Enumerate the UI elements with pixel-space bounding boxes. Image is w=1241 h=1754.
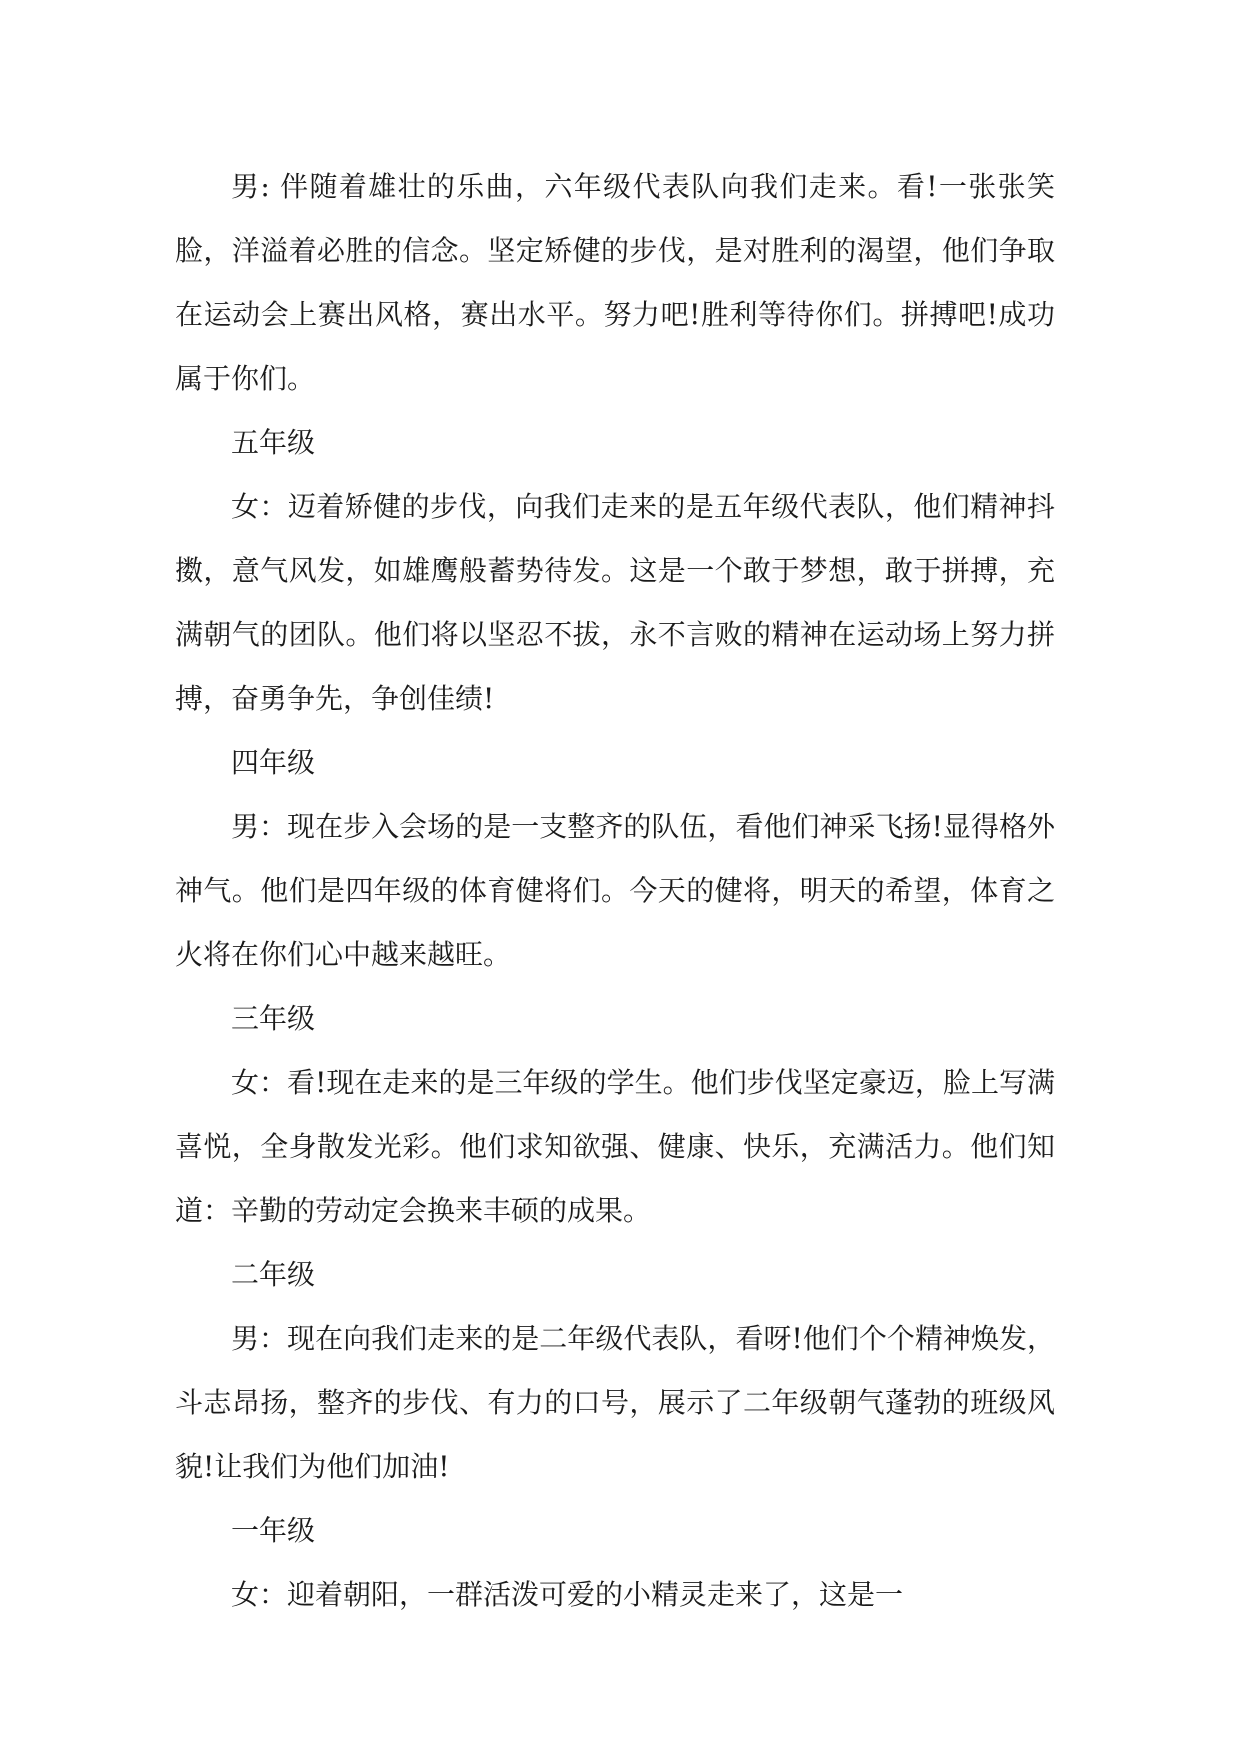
heading-grade3: 三年级 <box>231 1002 316 1035</box>
heading-grade4: 四年级 <box>231 746 316 779</box>
paragraph-grade3-intro: 女：看!现在走来的是三年级的学生。他们步伐坚定豪迈，脸上写满喜悦，全身散发光彩。他们求知欲强、健康、快乐，充满活力。他们知道：辛勤的劳动定会换来丰硕的成果。 <box>175 1066 1055 1227</box>
paragraph-grade4-intro: 男：现在步入会场的是一支整齐的队伍，看他们神采飞扬!显得格外神气。他们是四年级的体育健将们。今天的健将，明天的希望，体育之火将在你们心中越来越旺。 <box>175 810 1055 971</box>
document-body <box>175 155 1055 1627</box>
paragraph-grade1-intro: 女：迎着朝阳，一群活泼可爱的小精灵走来了，这是一 <box>231 1578 904 1611</box>
paragraph-grade5-intro: 女：迈着矫健的步伐，向我们走来的是五年级代表队，他们精神抖擞，意气风发，如雄鹰般蓄势待发。这是一个敢于梦想，敢于拼搏，充满朝气的团队。他们将以坚忍不拔，永不言败的精神在运动场上努力拼搏，奋勇争先，争创佳绩! <box>175 490 1055 715</box>
heading-grade1: 一年级 <box>231 1514 316 1547</box>
heading-grade5: 五年级 <box>231 426 316 459</box>
heading-grade2: 二年级 <box>231 1258 316 1291</box>
paragraph-grade6-intro: 男: 伴随着雄壮的乐曲，六年级代表队向我们走来。看!一张张笑脸，洋溢着必胜的信念。坚定矫健的步伐，是对胜利的渴望，他们争取在运动会上赛出风格，赛出水平。努力吧!胜利等待你们。拼搏吧!成功属于你们。 <box>175 170 1055 395</box>
paragraph-grade2-intro: 男：现在向我们走来的是二年级代表队，看呀!他们个个精神焕发，斗志昂扬，整齐的步伐、有力的口号，展示了二年级朝气蓬勃的班级风貌!让我们为他们加油! <box>175 1322 1055 1483</box>
